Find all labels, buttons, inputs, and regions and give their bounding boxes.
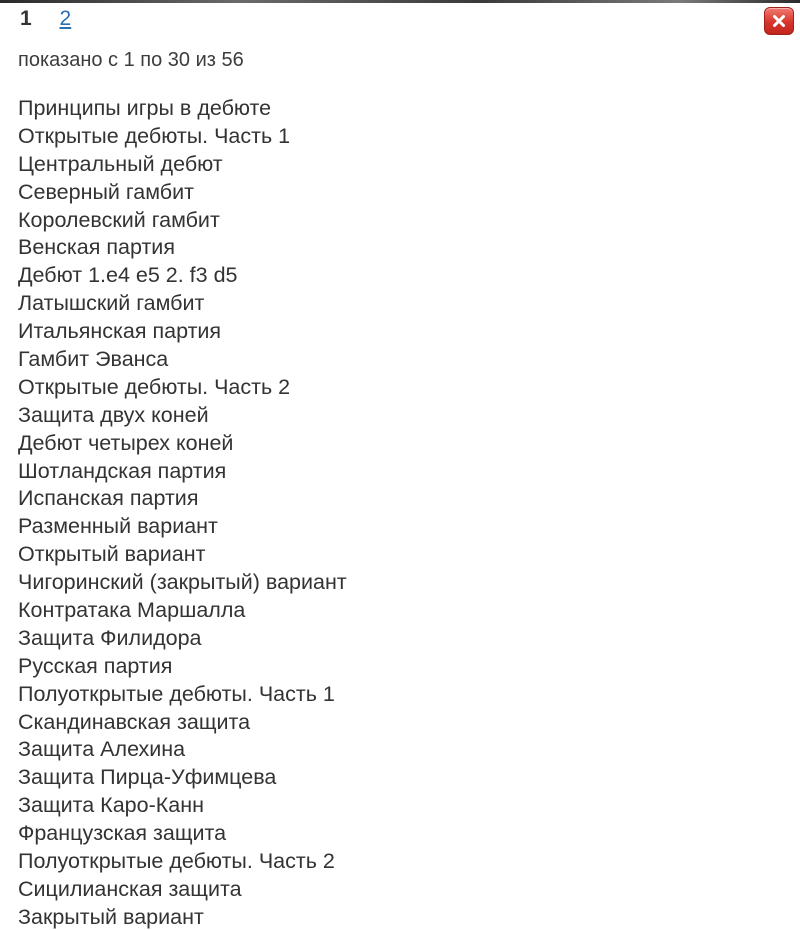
list-item[interactable]: Защита Филидора (18, 625, 202, 650)
page-link-2[interactable]: 2 (59, 7, 72, 30)
list-item[interactable]: Итальянская партия (18, 319, 222, 344)
list-item[interactable]: Королевский гамбит (18, 207, 220, 232)
list-item[interactable]: Открытые дебюты. Часть 2 (18, 374, 291, 399)
list-item[interactable]: Сицилианская защита (18, 876, 242, 901)
close-button[interactable] (764, 7, 794, 35)
list-item[interactable]: Полуоткрытые дебюты. Часть 2 (18, 849, 335, 874)
list-item[interactable]: Испанская партия (18, 486, 199, 511)
close-icon (772, 14, 786, 28)
list-item[interactable]: Полуоткрытые дебюты. Часть 1 (18, 681, 335, 706)
current-page-number: 1 (20, 7, 32, 30)
list-item[interactable]: Защита Каро-Канн (18, 793, 204, 818)
list-item[interactable]: Открытые дебюты. Часть 1 (18, 123, 291, 148)
list-item[interactable]: Гамбит Эванса (18, 347, 169, 372)
window-top-border (0, 0, 800, 3)
opening-list (18, 95, 347, 930)
list-item[interactable]: Скандинавская защита (18, 709, 251, 734)
list-item[interactable]: Латышский гамбит (18, 291, 205, 316)
list-item[interactable]: Чигоринский (закрытый) вариант (18, 570, 347, 595)
list-item[interactable]: Русская партия (18, 653, 173, 678)
list-item[interactable]: Разменный вариант (18, 514, 218, 539)
list-item[interactable]: Защита Алехина (18, 737, 186, 762)
list-item[interactable]: Контратака Маршалла (18, 598, 246, 623)
pagination (20, 6, 71, 32)
list-item[interactable]: Открытый вариант (18, 542, 206, 567)
list-item[interactable]: Дебют 1.e4 e5 2. f3 d5 (18, 263, 238, 288)
list-item[interactable]: Закрытый вариант (18, 904, 204, 929)
list-item[interactable]: Защита двух коней (18, 402, 209, 427)
list-item[interactable]: Шотландская партия (18, 458, 227, 483)
list-item[interactable]: Венская партия (18, 235, 175, 260)
list-item[interactable]: Дебют четырех коней (18, 430, 234, 455)
list-item[interactable]: Центральный дебют (18, 151, 223, 176)
list-item[interactable]: Французская защита (18, 821, 227, 846)
list-item[interactable]: Принципы игры в дебюте (18, 96, 272, 120)
results-count-text: показано с 1 по 30 из 56 (18, 49, 244, 71)
list-item[interactable]: Северный гамбит (18, 179, 194, 204)
list-item[interactable]: Защита Пирца-Уфимцева (18, 765, 277, 790)
